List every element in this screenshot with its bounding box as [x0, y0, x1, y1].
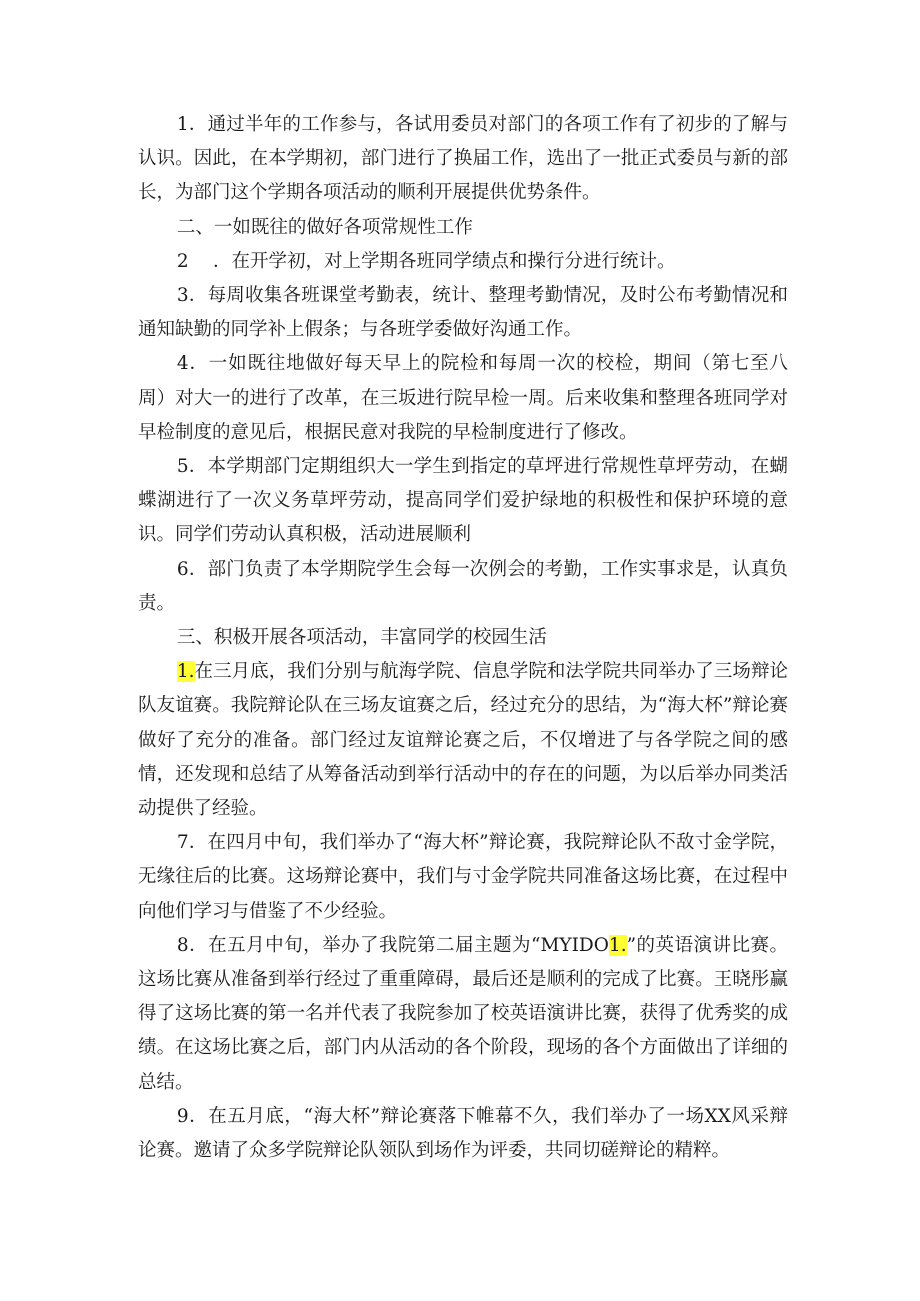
paragraph-item-3 — [138, 279, 788, 347]
paragraph-trial-members — [138, 108, 788, 211]
highlighted-number: 1. — [176, 661, 195, 683]
heading-text: 二、一如既往的做好各项常规性工作 — [176, 216, 473, 238]
paragraph-item-8 — [138, 929, 788, 1100]
paragraph-item-9 — [138, 1100, 788, 1168]
paragraph-item-7 — [138, 826, 788, 929]
paragraph-text: 4．一如既往地做好每天早上的院检和每周一次的校检，期间（第七至八周）对大一的进行了改革，在三坂进行院早检一周。后来收集和整理各班同学对早检制度的意见后，根据民意对我院的早检制度进行了修改。 — [138, 353, 788, 443]
paragraph-activity-1 — [138, 655, 788, 826]
document-body — [138, 108, 788, 1168]
section-heading-routine-work — [138, 211, 788, 245]
paragraph-text: 7．在四月中旬，我们举办了“海大杯”辩论赛，我院辩论队不敌寸金学院，无缘往后的比赛。这场辩论赛中，我们与寸金学院共同准备这场比赛，在过程中向他们学习与借鉴了不少经验。 — [138, 832, 788, 922]
paragraph-text: 在三月底，我们分别与航海学院、信息学院和法学院共同举办了三场辩论队友谊赛。我院辩论队在三场友谊赛之后，经过充分的思结，为“海大杯”辩论赛做好了充分的准备。部门经过友谊辩论赛之后，不仅增进了与各学院之间的感情，还发现和总结了从筹备活动到举行活动中的存在的问题，为以后举办同类活动提供了经验。 — [138, 661, 788, 820]
highlighted-number: 1. — [608, 934, 627, 956]
paragraph-text: 3．每周收集各班课堂考勤表，统计、整理考勤情况，及时公布考勤情况和通知缺勤的同学补上假条；与各班学委做好沟通工作。 — [138, 285, 788, 341]
paragraph-item-2 — [138, 245, 788, 279]
paragraph-text: 8．在五月中旬，举办了我院第二届主题为“MYIDO — [176, 934, 609, 956]
paragraph-text: 5．本学期部门定期组织大一学生到指定的草坪进行常规性草坪劳动，在蝴蝶湖进行了一次义务草坪劳动，提高同学们爱护绿地的积极性和保护环境的意识。同学们劳动认真积极，活动进展顺利 — [138, 456, 788, 546]
paragraph-item-4 — [138, 347, 788, 450]
paragraph-item-5 — [138, 450, 788, 553]
paragraph-text: 2 ．在开学初，对上学期各班同学绩点和操行分进行统计。 — [176, 250, 676, 272]
paragraph-text: 1．通过半年的工作参与，各试用委员对部门的各项工作有了初步的了解与认识。因此，在本学期初，部门进行了换届工作，选出了一批正式委员与新的部长，为部门这个学期各项活动的顺利开展提供优势条件。 — [138, 114, 788, 204]
heading-text: 三、积极开展各项活动，丰富同学的校园生活 — [176, 627, 547, 649]
paragraph-item-6 — [138, 553, 788, 621]
paragraph-text: ”的英语演讲比赛。这场比赛从准备到举行经过了重重障碍，最后还是顺利的完成了比赛。王晓彤赢得了这场比赛的第一名并代表了我院参加了校英语演讲比赛，获得了优秀奖的成绩。在这场比赛之后，部门内从活动的各个阶段，现场的各个方面做出了详细的总结。 — [138, 934, 788, 1093]
paragraph-text: 9．在五月底，“海大杯”辩论赛落下帷幕不久，我们举办了一场XX风采辩论赛。邀请了众多学院辩论队领队到场作为评委，共同切磋辩论的精粹。 — [138, 1105, 788, 1162]
section-heading-activities — [138, 621, 788, 655]
paragraph-text: 6．部门负责了本学期院学生会每一次例会的考勤，工作实事求是，认真负责。 — [138, 558, 788, 614]
